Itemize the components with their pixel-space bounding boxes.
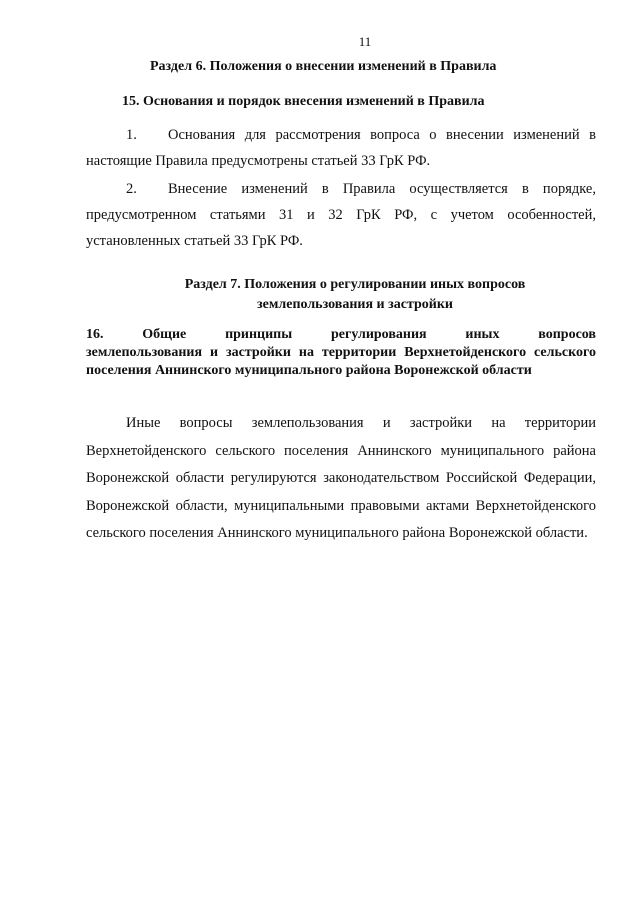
article-16-word-4: иных [465, 327, 500, 342]
article-16-word-1: Общие [142, 327, 187, 342]
article-16-word-5: вопросов [538, 327, 596, 342]
article-15-item-2 [86, 176, 596, 254]
section-7-title-line-1: Раздел 7. Положения о регулировании иных вопросов [184, 277, 526, 292]
item-number: 1. [126, 127, 137, 143]
article-16-word-2: принципы [225, 327, 293, 342]
article-16-number: 16. [86, 327, 104, 342]
article-16-title [86, 326, 596, 380]
article-15-title: 15. Основания и порядок внесения изменений в Правила [122, 94, 485, 109]
article-16-body: Иные вопросы землепользования и застройки на территории Верхнетойденского сельского поселения Аннинского муниципального района Воронежской области регулируются законодательством Российской Федерации, Воронежской области, муниципальными правовыми актами Верхнетойденского сельского поселения Аннинского муниципального района Воронежской области. [86, 415, 596, 541]
article-16-title-rest: землепользования и застройки на территории Верхнетойденского сельского поселения Аннинского муниципального района Воронежской области [86, 345, 596, 378]
section-7-title [150, 275, 560, 315]
item-text: Основания для рассмотрения вопроса о внесении изменений в настоящие Правила предусмотрены статьей 33 ГрК РФ. [86, 127, 596, 169]
section-6-title: Раздел 6. Положения о внесении изменений в Правила [150, 59, 497, 74]
article-16-word-3: регулирования [330, 327, 427, 342]
section-7-title-line-2: землепользования и застройки [257, 297, 453, 312]
item-number: 2. [126, 181, 137, 197]
item-text: Внесение изменений в Правила осуществляется в порядке, предусмотренном статьями 31 и 32 ГрК РФ, с учетом особенностей, установленных статьей 33 ГрК РФ. [86, 181, 596, 249]
page-number: 11 [358, 34, 372, 49]
article-16-title-first-line [86, 326, 596, 344]
article-15-item-1 [86, 122, 596, 174]
